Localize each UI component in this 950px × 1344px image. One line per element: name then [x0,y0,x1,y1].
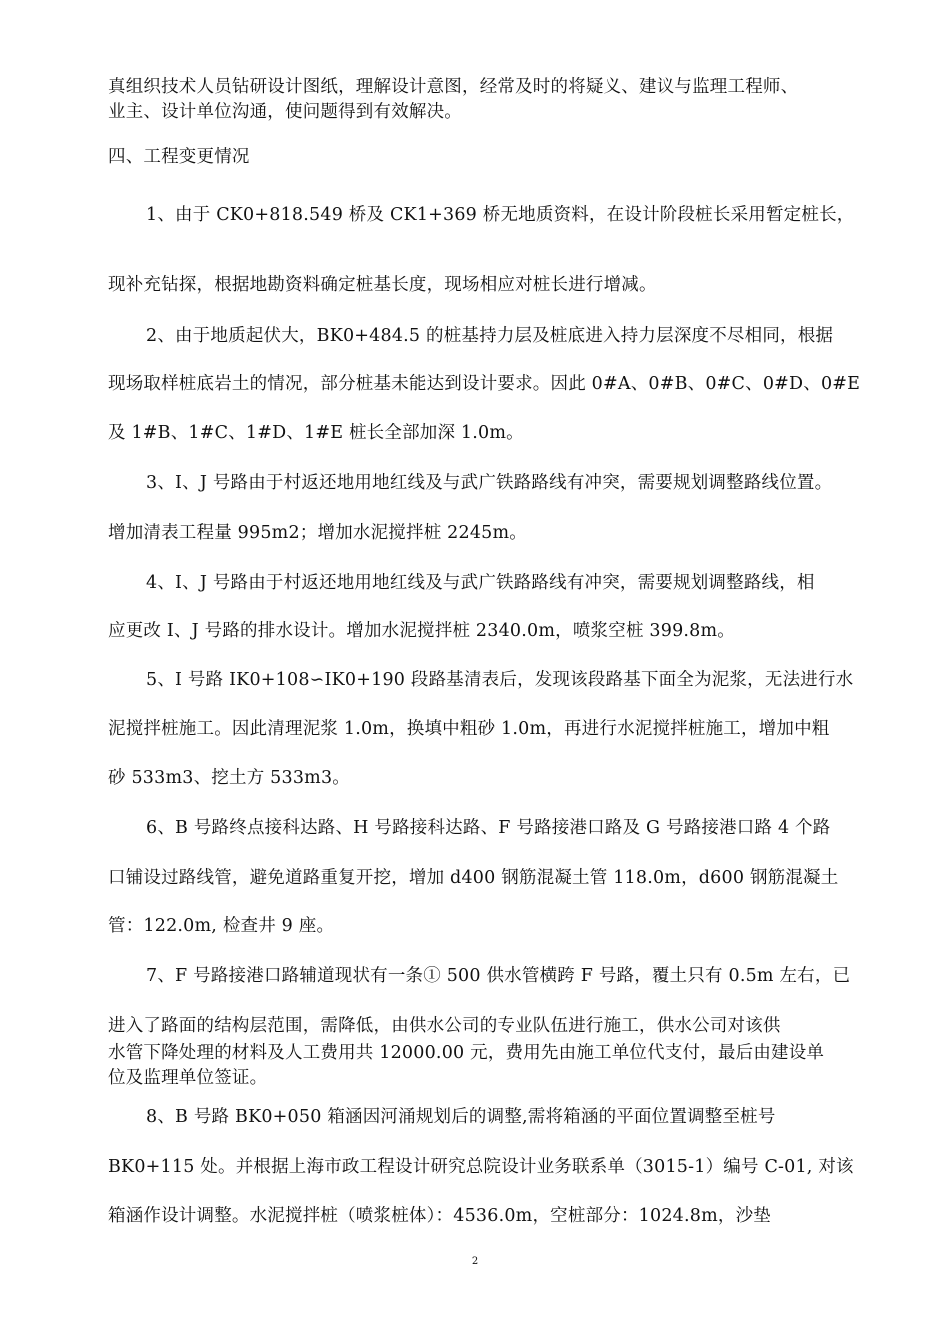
section-heading: 四、工程变更情况 [108,147,250,167]
text-line: 4、I、J 号路由于村返还地用地红线及与武广铁路路线有冲突，需要规划调整路线，相 [146,573,815,593]
text-line: 及 1#B、1#C、1#D、1#E 桩长全部加深 1.0m。 [108,423,524,443]
page-number: 2 [471,1256,479,1267]
text-line: 进入了路面的结构层范围，需降低，由供水公司的专业队伍进行施工，供水公司对该供 [108,1016,781,1036]
text-line: 真组织技术人员钻研设计图纸，理解设计意图，经常及时的将疑义、建议与监理工程师、 [108,77,799,97]
text-line: 位及监理单位签证。 [108,1068,268,1088]
text-line: 2、由于地质起伏大，BK0+484.5 的桩基持力层及桩底进入持力层深度不尽相同，根据 [146,326,834,346]
text-line: 水管下降处理的材料及人工费用共 12000.00 元，费用先由施工单位代支付，最后由建设单 [108,1043,825,1063]
text-line: 5、I 号路 IK0+108∽IK0+190 段路基清表后，发现该段路基下面全为泥浆，无法进行水 [146,670,854,690]
text-line: 砂 533m3、挖土方 533m3。 [108,768,350,788]
text-line: BK0+115 处。并根据上海市政工程设计研究总院设计业务联系单（3015-1）编号 C-01, 对该 [108,1157,854,1177]
text-line: 箱涵作设计调整。水泥搅拌桩（喷浆桩体）：4536.0m，空桩部分：1024.8m，沙垫 [108,1206,772,1226]
text-line: 8、B 号路 BK0+050 箱涵因河涌规划后的调整,需将箱涵的平面位置调整至桩号 [146,1107,776,1127]
text-line: 7、F 号路接港口路辅道现状有一条① 500 供水管横跨 F 号路，覆土只有 0.5m 左右，已 [146,966,851,986]
text-line: 增加清表工程量 995m2；增加水泥搅拌桩 2245m。 [108,523,527,543]
text-line: 口铺设过路线管，避免道路重复开挖，增加 d400 钢筋混凝土管 118.0m，d600 钢筋混凝土 [108,868,839,888]
text-line: 泥搅拌桩施工。因此清理泥浆 1.0m，换填中粗砂 1.0m，再进行水泥搅拌桩施工，增加中粗 [108,719,830,739]
text-line: 6、B 号路终点接科达路、H 号路接科达路、F 号路接港口路及 G 号路接港口路 4 个路 [146,818,831,838]
text-line: 现补充钻探，根据地勘资料确定桩基长度，现场相应对桩长进行增减。 [108,275,657,295]
text-line: 业主、设计单位沟通，使问题得到有效解决。 [108,102,462,122]
text-line: 3、I、J 号路由于村返还地用地红线及与武广铁路路线有冲突，需要规划调整路线位置。 [146,473,833,493]
text-line: 管：122.0m, 检查井 9 座。 [108,916,335,936]
text-line: 1、由于 CK0+818.549 桥及 CK1+369 桥无地质资料，在设计阶段桩长采用暂定桩长， [146,205,855,225]
text-line: 现场取样桩底岩土的情况，部分桩基未能达到设计要求。因此 0#A、0#B、0#C、0#D、0#E [108,374,861,394]
text-line: 应更改 I、J 号路的排水设计。增加水泥搅拌桩 2340.0m，喷浆空桩 399.8m。 [108,621,735,641]
